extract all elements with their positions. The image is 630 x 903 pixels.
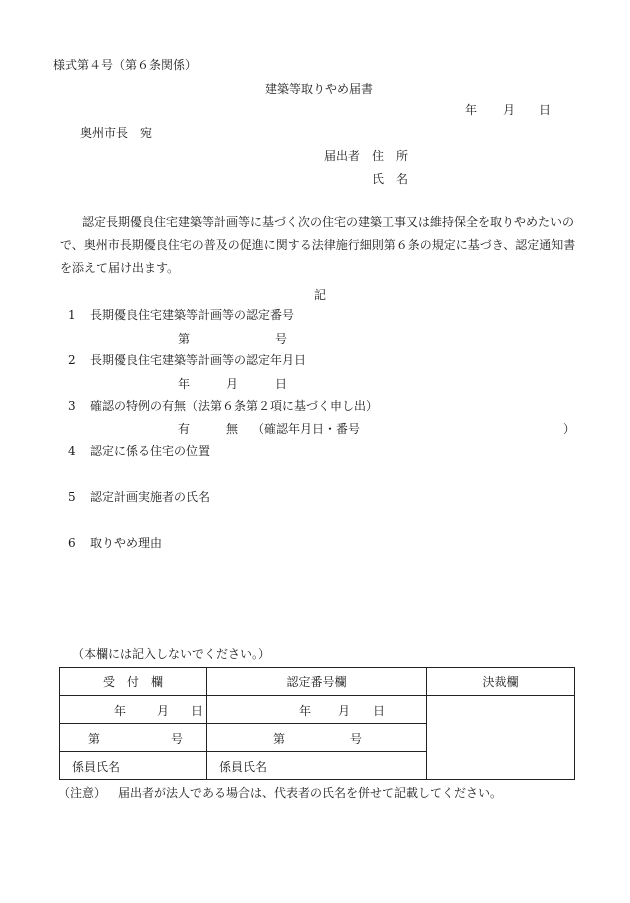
reception-month: 月 (157, 704, 170, 718)
item-2-label: 長期優良住宅建築等計画等の認定年月日 (90, 353, 307, 367)
item-3-yes: 有 (178, 422, 191, 436)
cert-number-header: 認定番号欄 (207, 668, 427, 696)
reception-staff-name: 係員氏名 (72, 760, 121, 774)
item-4-number: 4 (68, 444, 76, 458)
item-6-number: 6 (68, 536, 76, 550)
applicant-name-label: 氏 名 (372, 172, 409, 186)
date-day: 日 (539, 103, 552, 117)
addressee: 奥州市長 宛 (80, 126, 153, 140)
date-month: 月 (503, 103, 516, 117)
cert-day: 日 (373, 704, 386, 718)
ki-label: 記 (314, 288, 327, 302)
item-3-label: 確認の特例の有無（法第６条第２項に基づく申し出） (90, 399, 379, 413)
item-6-label: 取りやめ理由 (90, 536, 163, 550)
office-use-table (59, 667, 575, 780)
footnote-label: （注意） (58, 786, 107, 800)
cert-year: 年 (299, 704, 312, 718)
item-4-label: 認定に係る住宅の位置 (90, 444, 211, 458)
item-3-no: 無 (226, 422, 239, 436)
item-3-close-paren: ） (563, 422, 576, 436)
reception-year: 年 (114, 704, 127, 718)
cert-go: 号 (350, 732, 363, 746)
item-3-confirm: （確認年月日・番号 (252, 422, 361, 436)
item-2-year: 年 (178, 377, 191, 391)
item-1-number: 1 (68, 308, 76, 322)
item-2-number: 2 (68, 353, 76, 367)
footnote-text: 届出者が法人である場合は、代表者の氏名を併せて記載してください。 (118, 786, 503, 800)
item-1-label: 長期優良住宅建築等計画等の認定番号 (90, 308, 295, 322)
approval-cell (427, 696, 575, 780)
applicant-label: 届出者 (324, 149, 361, 163)
reception-header: 受 付 欄 (60, 668, 207, 696)
document-title: 建築等取りやめ届書 (265, 82, 374, 96)
applicant-address-label: 住 所 (372, 149, 409, 163)
reception-dai: 第 (88, 732, 101, 746)
cert-date-cell (207, 696, 427, 724)
cert-dai: 第 (273, 732, 286, 746)
item-2-day: 日 (275, 377, 288, 391)
form-number: 様式第４号（第６条関係） (53, 58, 198, 72)
cert-staff-cell (207, 752, 427, 780)
reception-day: 日 (191, 704, 204, 718)
cert-number-cell (207, 724, 427, 752)
reception-number-cell (60, 724, 207, 752)
item-3-number: 3 (68, 399, 76, 413)
reception-staff-cell (60, 752, 207, 780)
item-2-month: 月 (226, 377, 239, 391)
cert-staff-name: 係員氏名 (219, 760, 268, 774)
cert-month: 月 (338, 704, 351, 718)
date-year: 年 (465, 103, 478, 117)
reception-go: 号 (171, 732, 184, 746)
reception-date-cell (60, 696, 207, 724)
item-5-label: 認定計画実施者の氏名 (90, 490, 211, 504)
item-1-go: 号 (275, 332, 288, 346)
approval-header: 決裁欄 (427, 668, 575, 696)
item-5-number: 5 (68, 490, 76, 504)
item-1-dai: 第 (178, 332, 191, 346)
body-text: 認定長期優良住宅建築等計画等に基づく次の住宅の建築工事又は維持保全を取りやめたいので、奥州市長期優良住宅の普及の促進に関する法律施行細則第６条の規定に基づき、認定通知書を添えて届け出ます。 (60, 215, 576, 275)
office-use-note: （本欄には記入しないでください。） (72, 647, 271, 661)
